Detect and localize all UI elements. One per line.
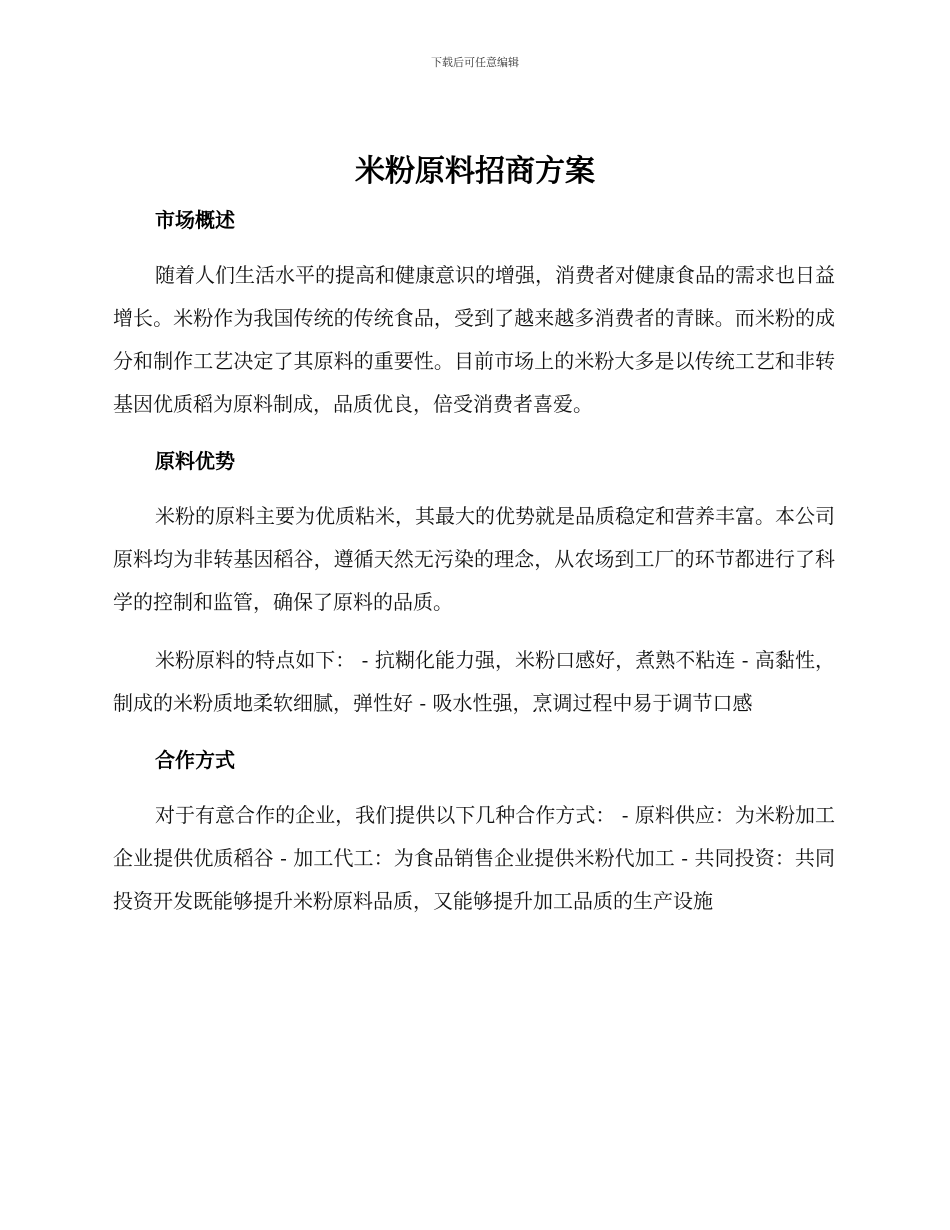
page-header-note: 下载后可任意编辑 <box>431 56 519 69</box>
section-paragraph: 米粉的原料主要为优质粘米，其最大的优势就是品质稳定和营养丰富。本公司原料均为非转基因稻谷，遵循天然无污染的理念，从农场到工厂的环节都进行了科学的控制和监管，确保了原料的品质。 <box>113 504 835 614</box>
section-heading: 原料优势 <box>155 449 235 473</box>
document-body <box>113 200 835 923</box>
section-cooperation-methods <box>113 740 835 923</box>
section-market-overview <box>113 200 835 441</box>
section-heading: 市场概述 <box>155 208 235 232</box>
section-paragraph: 米粉原料的特点如下： - 抗糊化能力强，米粉口感好，煮熟不粘连 - 高黏性，制成的米粉质地柔软细腻，弹性好 - 吸水性强，烹调过程中易于调节口感 <box>113 648 835 715</box>
document-title: 米粉原料招商方案 <box>355 154 595 189</box>
section-paragraph: 随着人们生活水平的提高和健康意识的增强，消费者对健康食品的需求也日益增长。米粉作为我国传统的传统食品，受到了越来越多消费者的青睐。而米粉的成分和制作工艺决定了其原料的重要性。目前市场上的米粉大多是以传统工艺和非转基因优质稻为原料制成，品质优良，倍受消费者喜爱。 <box>113 263 835 416</box>
section-material-advantages <box>113 441 835 740</box>
section-paragraph: 对于有意合作的企业，我们提供以下几种合作方式： - 原料供应：为米粉加工企业提供优质稻谷 - 加工代工：为食品销售企业提供米粉代加工 - 共同投资：共同投资开发既能够提升米粉原料品质，又能够提升加工品质的生产设施 <box>113 803 835 913</box>
section-heading: 合作方式 <box>155 748 235 772</box>
